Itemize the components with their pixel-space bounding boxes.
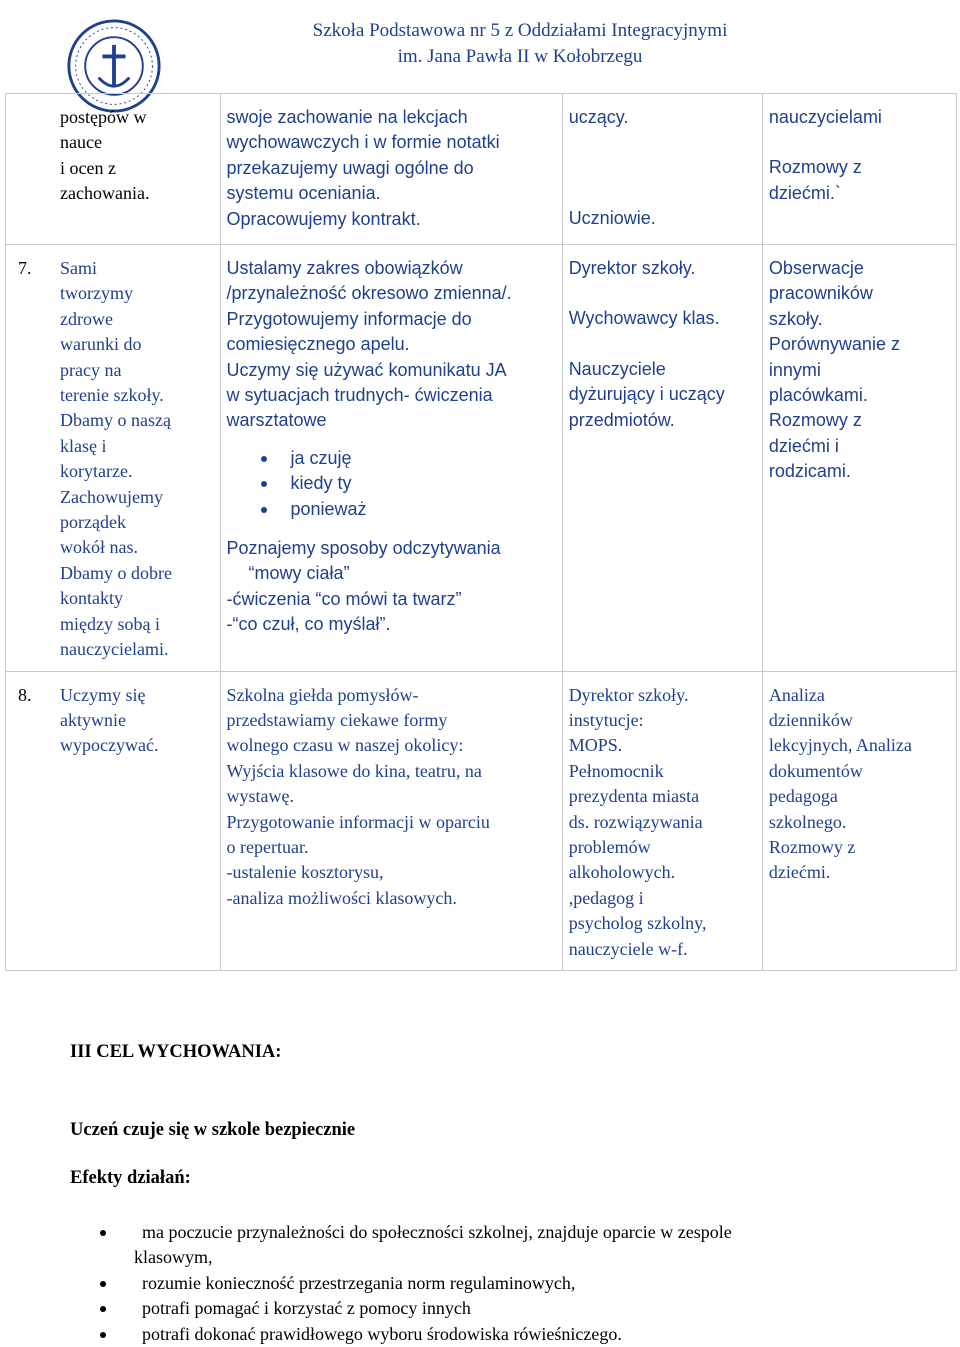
list-item: potrafi pomagać i korzystać z pomocy innych [100,1296,920,1321]
list-item: rozumie konieczność przestrzegania norm regulaminowych, [100,1271,920,1296]
list-item: potrafi dokonać prawidłowego wyboru środowiska rówieśniczego. [100,1322,920,1347]
list-item: ma poczucie przynależności do społeczności szkolnej, znajduje oparcie w zespole klasowym, [100,1220,920,1271]
school-name: Szkoła Podstawowa nr 5 z Oddziałami Integracyjnymi [312,20,728,41]
list-item: kiedy ty [227,471,556,496]
effects-label: Efekty działań: [70,1168,191,1188]
list-item: ja czuję [227,446,556,471]
row-number: 7. [18,258,32,278]
section-subheading: Uczeń czuje się w szkole bezpiecznie [70,1120,356,1140]
table-row: postępów w nauce i ocen z zachowania. swoje zachowanie na lekcjach wychowawczych i w formie notatki przekazujemy uwagi ogólne do systemu oceniania. Opracowujemy kontrakt. uczący. Uczniowie. nauczycielami Rozmowy z dziećmi.` [6,94,957,245]
table-row: 7. Sami tworzymy zdrowe warunki do pracy na terenie szkoły. Dbamy o naszą klasę i korytarze. Zachowujemy porządek wokół nas. Dbamy o dobre kontakty między sobą i nauczycielami. Ustalamy zakres obowiązków /przynależność okresowo zmienna/. Przygotowujemy informacje do comiesięcznego apelu. Uczymy się używać komunikatu JA w sytuacjach trudnych- ćwiczenia warsztatowe ja czuję kiedy ty ponieważ Poznajemy sposoby odczytywania “mowy ciała” -ćwiczenia “co mówi ta twarz” -“co czuł, co myślał”. Dyrektor szkoły. Wychowawcy klas. Nauczyciele dyżurujący i uczący przedmiotów. Obserwacje pracowników szkoły. Porównywanie z innymi placówkami. Rozmowy z dziećmi i rodzicami. [6,245,957,672]
section-heading: III CEL WYCHOWANIA: [70,1042,282,1062]
activities-table [5,93,957,971]
bullet-list [227,446,556,522]
row-number: 8. [18,684,32,705]
effects-list [100,1220,920,1347]
school-patron: im. Jana Pawła II w Kołobrzegu [397,46,643,67]
list-item: ponieważ [227,497,556,522]
table-row: 8. Uczymy się aktywnie wypoczywać. Szkolna giełda pomysłów- przedstawiamy ciekawe formy wolnego czasu w naszej okolicy: Wyjścia klasowe do kina, teatru, na wystawę. Przygotowanie informacji w oparciu o repertuar. -ustalenie kosztorysu, -analiza możliwości klasowych. Dyrektor szkoły. instytucje: MOPS. Pełnomocnik prezydenta miasta ds. rozwiązywania problemów alkoholowych. ,pedagog i psycholog szkolny, nauczyciele w-f. Analiza dzienników lekcyjnych, Analiza dokumentów pedagoga szkolnego. Rozmowy z dziećmi. [6,671,957,970]
